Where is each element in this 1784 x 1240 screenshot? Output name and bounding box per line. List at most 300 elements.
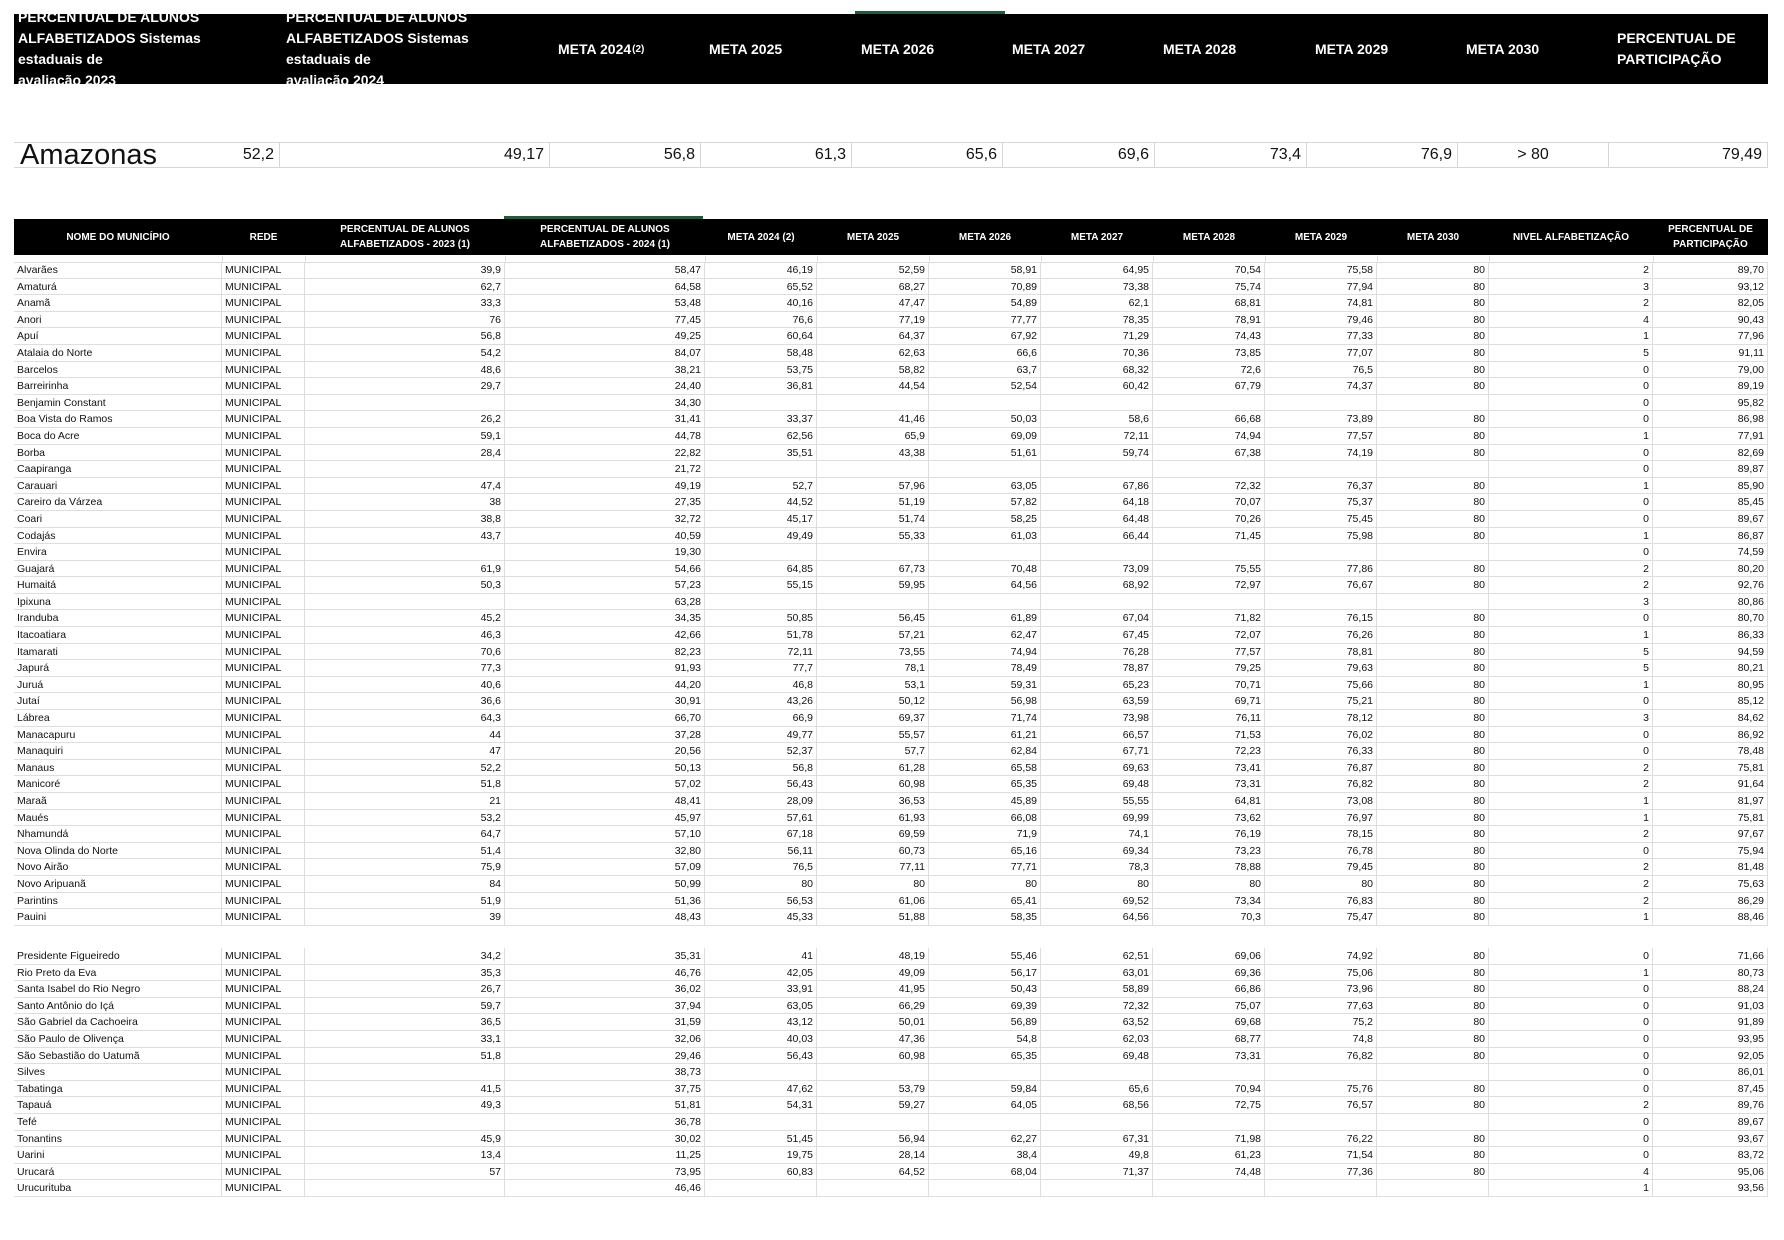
cell-percentual-2023[interactable]: 33,3 [305, 295, 505, 312]
cell-meta-2028[interactable]: 67,38 [1153, 445, 1265, 462]
cell-percentual-2023[interactable]: 52,2 [305, 760, 505, 777]
cell-meta-2029[interactable] [1265, 1064, 1377, 1081]
cell-rede[interactable]: MUNICIPAL [222, 1031, 305, 1048]
cell-meta-2027[interactable] [1041, 1180, 1153, 1197]
cell-meta-2028[interactable]: 73,31 [1153, 776, 1265, 793]
cell-meta-2025[interactable]: 57,96 [817, 478, 929, 495]
cell-meta-2027[interactable]: 80 [1041, 876, 1153, 893]
cell-rede[interactable]: MUNICIPAL [222, 494, 305, 511]
cell-meta-2025[interactable]: 55,57 [817, 727, 929, 744]
cell-meta-2027[interactable] [1041, 461, 1153, 478]
cell-participacao[interactable]: 91,03 [1653, 998, 1768, 1015]
cell-meta-2025[interactable] [817, 1064, 929, 1081]
cell-nivel[interactable]: 2 [1489, 859, 1653, 876]
header-meta-2026[interactable]: META 2026 [861, 40, 935, 57]
cell-nivel[interactable]: 2 [1489, 876, 1653, 893]
cell-participacao[interactable]: 86,98 [1653, 411, 1768, 428]
cell-meta-2026[interactable] [929, 544, 1041, 561]
cell-meta-2029[interactable]: 75,06 [1265, 965, 1377, 982]
cell-meta-2025[interactable]: 57,21 [817, 627, 929, 644]
cell-meta-2028[interactable]: 76,19 [1153, 826, 1265, 843]
cell-meta-2029[interactable] [1265, 1180, 1377, 1197]
cell-participacao[interactable]: 93,12 [1653, 279, 1768, 296]
cell-meta-2030[interactable]: 80 [1377, 577, 1489, 594]
cell-participacao[interactable]: 93,67 [1653, 1131, 1768, 1148]
cell-participacao[interactable]: 80,95 [1653, 677, 1768, 694]
cell-nivel[interactable]: 1 [1489, 528, 1653, 545]
cell-meta-2027[interactable]: 69,34 [1041, 843, 1153, 860]
cell-meta-2024[interactable]: 56,11 [705, 843, 817, 860]
cell-rede[interactable]: MUNICIPAL [222, 362, 305, 379]
cell-meta-2024[interactable]: 46,8 [705, 677, 817, 694]
cell-meta-2030[interactable]: 80 [1377, 345, 1489, 362]
cell-meta-2028[interactable]: 70,54 [1153, 262, 1265, 279]
cell-percentual-2024[interactable]: 49,25 [505, 328, 705, 345]
cell-nome[interactable]: Santo Antônio do Içá [14, 998, 222, 1015]
cell-participacao[interactable]: 75,81 [1653, 810, 1768, 827]
cell-meta-2029[interactable]: 75,58 [1265, 262, 1377, 279]
cell-rede[interactable]: MUNICIPAL [222, 1064, 305, 1081]
header-percentual-2024[interactable]: PERCENTUAL DE ALUNOS ALFABETIZADOS Sistemas estaduais de avaliação 2024 [286, 9, 469, 88]
cell-nome[interactable]: Apuí [14, 328, 222, 345]
cell-percentual-2024[interactable]: 37,28 [505, 727, 705, 744]
cell-meta-2027[interactable]: 59,74 [1041, 445, 1153, 462]
cell-nivel[interactable]: 0 [1489, 998, 1653, 1015]
cell-nivel[interactable]: 3 [1489, 594, 1653, 611]
cell-nivel[interactable]: 1 [1489, 478, 1653, 495]
cell-meta-2025[interactable]: 49,09 [817, 965, 929, 982]
cell-meta-2024[interactable]: 51,45 [705, 1131, 817, 1148]
cell-nivel[interactable]: 0 [1489, 395, 1653, 412]
cell-meta-2030[interactable]: 80 [1377, 677, 1489, 694]
cell-meta-2026[interactable]: 61,21 [929, 727, 1041, 744]
cell-meta-2024[interactable]: 52,7 [705, 478, 817, 495]
cell-meta-2029[interactable]: 75,2 [1265, 1014, 1377, 1031]
cell-nivel[interactable]: 1 [1489, 793, 1653, 810]
cell-rede[interactable]: MUNICIPAL [222, 561, 305, 578]
cell-meta-2029[interactable]: 75,37 [1265, 494, 1377, 511]
cell-meta-2029[interactable]: 76,83 [1265, 893, 1377, 910]
cell-meta-2028[interactable]: 75,07 [1153, 998, 1265, 1015]
cell-percentual-2023[interactable]: 57 [305, 1164, 505, 1181]
cell-rede[interactable]: MUNICIPAL [222, 826, 305, 843]
col-participacao[interactable]: PERCENTUAL DE PARTICIPAÇÃO [1668, 224, 1753, 250]
cell-meta-2026[interactable]: 71,74 [929, 710, 1041, 727]
cell-meta-2029[interactable]: 77,07 [1265, 345, 1377, 362]
cell-meta-2025[interactable]: 53,1 [817, 677, 929, 694]
cell-nivel[interactable]: 4 [1489, 312, 1653, 329]
cell-rede[interactable]: MUNICIPAL [222, 893, 305, 910]
cell-meta-2028[interactable]: 70,94 [1153, 1081, 1265, 1098]
state-participacao[interactable]: 79,49 [1609, 143, 1768, 167]
cell-percentual-2023[interactable]: 29,7 [305, 378, 505, 395]
cell-nivel[interactable]: 5 [1489, 660, 1653, 677]
cell-meta-2026[interactable]: 63,05 [929, 478, 1041, 495]
cell-rede[interactable]: MUNICIPAL [222, 378, 305, 395]
cell-percentual-2023[interactable]: 50,3 [305, 577, 505, 594]
cell-meta-2026[interactable]: 57,82 [929, 494, 1041, 511]
cell-meta-2030[interactable]: 80 [1377, 810, 1489, 827]
cell-meta-2029[interactable]: 74,92 [1265, 948, 1377, 965]
cell-meta-2026[interactable]: 59,31 [929, 677, 1041, 694]
cell-meta-2028[interactable]: 72,07 [1153, 627, 1265, 644]
cell-meta-2028[interactable]: 70,3 [1153, 909, 1265, 926]
cell-nome[interactable]: Barcelos [14, 362, 222, 379]
cell-nivel[interactable]: 0 [1489, 1114, 1653, 1131]
cell-percentual-2023[interactable]: 47,4 [305, 478, 505, 495]
cell-percentual-2023[interactable]: 64,3 [305, 710, 505, 727]
cell-nome[interactable]: Coari [14, 511, 222, 528]
cell-percentual-2024[interactable]: 49,19 [505, 478, 705, 495]
cell-rede[interactable]: MUNICIPAL [222, 760, 305, 777]
cell-participacao[interactable]: 91,89 [1653, 1014, 1768, 1031]
cell-percentual-2024[interactable]: 20,56 [505, 743, 705, 760]
cell-nome[interactable]: São Paulo de Olivença [14, 1031, 222, 1048]
cell-rede[interactable]: MUNICIPAL [222, 677, 305, 694]
state-meta-2027[interactable]: 69,6 [1003, 143, 1155, 167]
cell-nome[interactable]: Pauini [14, 909, 222, 926]
cell-meta-2028[interactable]: 74,94 [1153, 428, 1265, 445]
cell-meta-2029[interactable]: 77,94 [1265, 279, 1377, 296]
cell-participacao[interactable]: 77,96 [1653, 328, 1768, 345]
cell-meta-2030[interactable]: 80 [1377, 1147, 1489, 1164]
cell-rede[interactable]: MUNICIPAL [222, 295, 305, 312]
cell-meta-2026[interactable]: 50,43 [929, 981, 1041, 998]
cell-nome[interactable]: Atalaia do Norte [14, 345, 222, 362]
cell-meta-2028[interactable]: 75,74 [1153, 279, 1265, 296]
cell-meta-2027[interactable]: 72,11 [1041, 428, 1153, 445]
cell-meta-2027[interactable]: 64,48 [1041, 511, 1153, 528]
cell-meta-2030[interactable] [1377, 544, 1489, 561]
cell-meta-2026[interactable]: 38,4 [929, 1147, 1041, 1164]
col-percentual-2024[interactable]: PERCENTUAL DE ALUNOS ALFABETIZADOS - 2024 (1) [539, 224, 671, 250]
cell-meta-2026[interactable] [929, 594, 1041, 611]
cell-meta-2029[interactable]: 76,78 [1265, 843, 1377, 860]
cell-meta-2026[interactable]: 70,89 [929, 279, 1041, 296]
cell-nivel[interactable]: 0 [1489, 948, 1653, 965]
cell-meta-2028[interactable] [1153, 1114, 1265, 1131]
cell-meta-2028[interactable] [1153, 1180, 1265, 1197]
cell-participacao[interactable]: 85,90 [1653, 478, 1768, 495]
cell-meta-2030[interactable]: 80 [1377, 627, 1489, 644]
cell-participacao[interactable]: 80,86 [1653, 594, 1768, 611]
cell-meta-2028[interactable]: 73,34 [1153, 893, 1265, 910]
cell-meta-2029[interactable]: 77,86 [1265, 561, 1377, 578]
cell-meta-2024[interactable]: 49,77 [705, 727, 817, 744]
col-meta-2025[interactable]: META 2025 [846, 231, 900, 243]
cell-nome[interactable]: Manaus [14, 760, 222, 777]
cell-meta-2024[interactable]: 66,9 [705, 710, 817, 727]
cell-percentual-2024[interactable]: 44,78 [505, 428, 705, 445]
cell-meta-2030[interactable]: 80 [1377, 1164, 1489, 1181]
cell-meta-2030[interactable]: 80 [1377, 859, 1489, 876]
cell-percentual-2024[interactable]: 22,82 [505, 445, 705, 462]
cell-participacao[interactable]: 86,92 [1653, 727, 1768, 744]
cell-nivel[interactable]: 0 [1489, 1014, 1653, 1031]
cell-percentual-2024[interactable]: 38,73 [505, 1064, 705, 1081]
cell-nivel[interactable]: 3 [1489, 710, 1653, 727]
cell-meta-2025[interactable]: 60,98 [817, 776, 929, 793]
cell-percentual-2023[interactable]: 21 [305, 793, 505, 810]
cell-rede[interactable]: MUNICIPAL [222, 610, 305, 627]
cell-meta-2027[interactable] [1041, 1114, 1153, 1131]
cell-meta-2025[interactable]: 47,36 [817, 1031, 929, 1048]
cell-meta-2027[interactable]: 64,56 [1041, 909, 1153, 926]
cell-meta-2024[interactable]: 45,33 [705, 909, 817, 926]
cell-meta-2025[interactable]: 66,29 [817, 998, 929, 1015]
cell-meta-2025[interactable]: 60,98 [817, 1048, 929, 1065]
cell-meta-2029[interactable]: 76,22 [1265, 1131, 1377, 1148]
cell-percentual-2023[interactable]: 77,3 [305, 660, 505, 677]
cell-meta-2030[interactable]: 80 [1377, 793, 1489, 810]
cell-rede[interactable]: MUNICIPAL [222, 528, 305, 545]
cell-meta-2028[interactable]: 78,88 [1153, 859, 1265, 876]
cell-meta-2026[interactable]: 65,35 [929, 776, 1041, 793]
cell-percentual-2023[interactable]: 48,6 [305, 362, 505, 379]
cell-meta-2025[interactable]: 67,73 [817, 561, 929, 578]
cell-nivel[interactable]: 1 [1489, 627, 1653, 644]
cell-rede[interactable]: MUNICIPAL [222, 544, 305, 561]
cell-participacao[interactable]: 88,46 [1653, 909, 1768, 926]
cell-meta-2025[interactable]: 50,12 [817, 693, 929, 710]
cell-meta-2025[interactable]: 41,95 [817, 981, 929, 998]
cell-percentual-2023[interactable] [305, 1064, 505, 1081]
state-name[interactable]: Amazonas [20, 138, 158, 171]
cell-meta-2026[interactable] [929, 1114, 1041, 1131]
cell-percentual-2024[interactable]: 40,59 [505, 528, 705, 545]
cell-percentual-2023[interactable]: 47 [305, 743, 505, 760]
cell-percentual-2024[interactable]: 77,45 [505, 312, 705, 329]
cell-meta-2026[interactable]: 66,6 [929, 345, 1041, 362]
cell-meta-2030[interactable]: 80 [1377, 1097, 1489, 1114]
cell-meta-2024[interactable]: 19,75 [705, 1147, 817, 1164]
cell-meta-2027[interactable]: 76,28 [1041, 644, 1153, 661]
cell-meta-2025[interactable]: 48,19 [817, 948, 929, 965]
cell-nome[interactable]: Parintins [14, 893, 222, 910]
cell-nome[interactable]: Lábrea [14, 710, 222, 727]
cell-meta-2030[interactable]: 80 [1377, 528, 1489, 545]
cell-percentual-2023[interactable]: 53,2 [305, 810, 505, 827]
cell-meta-2025[interactable]: 57,7 [817, 743, 929, 760]
cell-nivel[interactable]: 1 [1489, 965, 1653, 982]
cell-percentual-2023[interactable]: 75,9 [305, 859, 505, 876]
cell-rede[interactable]: MUNICIPAL [222, 693, 305, 710]
cell-meta-2028[interactable]: 76,11 [1153, 710, 1265, 727]
cell-meta-2025[interactable]: 73,55 [817, 644, 929, 661]
cell-meta-2027[interactable]: 63,52 [1041, 1014, 1153, 1031]
cell-meta-2027[interactable] [1041, 395, 1153, 412]
cell-meta-2025[interactable]: 62,63 [817, 345, 929, 362]
cell-meta-2024[interactable]: 56,43 [705, 1048, 817, 1065]
cell-meta-2026[interactable]: 67,92 [929, 328, 1041, 345]
cell-meta-2028[interactable]: 73,31 [1153, 1048, 1265, 1065]
cell-percentual-2024[interactable]: 36,78 [505, 1114, 705, 1131]
cell-meta-2026[interactable]: 62,47 [929, 627, 1041, 644]
cell-meta-2026[interactable]: 68,04 [929, 1164, 1041, 1181]
cell-meta-2027[interactable]: 78,35 [1041, 312, 1153, 329]
cell-meta-2025[interactable]: 60,73 [817, 843, 929, 860]
cell-meta-2024[interactable]: 60,64 [705, 328, 817, 345]
cell-percentual-2023[interactable]: 41,5 [305, 1081, 505, 1098]
cell-meta-2027[interactable]: 69,48 [1041, 1048, 1153, 1065]
cell-rede[interactable]: MUNICIPAL [222, 279, 305, 296]
cell-nome[interactable]: Ipixuna [14, 594, 222, 611]
cell-meta-2024[interactable] [705, 1180, 817, 1197]
cell-nome[interactable]: Nhamundá [14, 826, 222, 843]
cell-percentual-2023[interactable]: 64,7 [305, 826, 505, 843]
cell-meta-2026[interactable]: 74,94 [929, 644, 1041, 661]
cell-percentual-2024[interactable]: 32,72 [505, 511, 705, 528]
cell-nome[interactable]: Japurá [14, 660, 222, 677]
cell-meta-2024[interactable]: 67,18 [705, 826, 817, 843]
cell-participacao[interactable]: 81,48 [1653, 859, 1768, 876]
cell-rede[interactable]: MUNICIPAL [222, 644, 305, 661]
cell-meta-2025[interactable]: 64,52 [817, 1164, 929, 1181]
cell-nome[interactable]: Manaquiri [14, 743, 222, 760]
cell-meta-2024[interactable]: 53,75 [705, 362, 817, 379]
cell-percentual-2024[interactable]: 66,70 [505, 710, 705, 727]
cell-meta-2025[interactable]: 53,79 [817, 1081, 929, 1098]
cell-meta-2024[interactable]: 33,37 [705, 411, 817, 428]
cell-meta-2028[interactable]: 72,32 [1153, 478, 1265, 495]
cell-meta-2025[interactable]: 61,28 [817, 760, 929, 777]
cell-meta-2028[interactable]: 64,81 [1153, 793, 1265, 810]
cell-participacao[interactable]: 89,67 [1653, 511, 1768, 528]
cell-meta-2029[interactable]: 74,37 [1265, 378, 1377, 395]
header-meta-2029[interactable]: META 2029 [1315, 40, 1389, 57]
cell-nome[interactable]: Itacoatiara [14, 627, 222, 644]
cell-meta-2024[interactable]: 76,6 [705, 312, 817, 329]
cell-meta-2026[interactable]: 58,35 [929, 909, 1041, 926]
cell-meta-2026[interactable]: 70,48 [929, 561, 1041, 578]
cell-percentual-2024[interactable]: 57,10 [505, 826, 705, 843]
cell-meta-2030[interactable]: 80 [1377, 445, 1489, 462]
cell-meta-2026[interactable]: 66,08 [929, 810, 1041, 827]
col-meta-2027[interactable]: META 2027 [1070, 231, 1124, 243]
col-rede[interactable]: REDE [249, 231, 278, 243]
cell-percentual-2023[interactable]: 38 [305, 494, 505, 511]
cell-percentual-2024[interactable]: 53,48 [505, 295, 705, 312]
cell-percentual-2024[interactable]: 57,02 [505, 776, 705, 793]
cell-nivel[interactable]: 0 [1489, 843, 1653, 860]
cell-meta-2027[interactable]: 78,3 [1041, 859, 1153, 876]
cell-nivel[interactable]: 2 [1489, 826, 1653, 843]
cell-meta-2028[interactable]: 78,91 [1153, 312, 1265, 329]
cell-meta-2030[interactable]: 80 [1377, 998, 1489, 1015]
cell-meta-2028[interactable]: 72,75 [1153, 1097, 1265, 1114]
cell-meta-2024[interactable] [705, 594, 817, 611]
cell-participacao[interactable]: 83,72 [1653, 1147, 1768, 1164]
cell-meta-2029[interactable] [1265, 1114, 1377, 1131]
cell-meta-2030[interactable]: 80 [1377, 279, 1489, 296]
cell-nivel[interactable]: 0 [1489, 511, 1653, 528]
cell-meta-2025[interactable] [817, 1180, 929, 1197]
cell-rede[interactable]: MUNICIPAL [222, 445, 305, 462]
cell-percentual-2023[interactable]: 61,9 [305, 561, 505, 578]
cell-percentual-2024[interactable]: 36,02 [505, 981, 705, 998]
cell-meta-2030[interactable]: 80 [1377, 826, 1489, 843]
cell-meta-2024[interactable]: 43,12 [705, 1014, 817, 1031]
cell-meta-2028[interactable]: 68,77 [1153, 1031, 1265, 1048]
cell-meta-2030[interactable]: 80 [1377, 1031, 1489, 1048]
cell-nome[interactable]: Careiro da Várzea [14, 494, 222, 511]
cell-participacao[interactable]: 85,12 [1653, 693, 1768, 710]
cell-meta-2027[interactable]: 71,29 [1041, 328, 1153, 345]
cell-participacao[interactable]: 75,63 [1653, 876, 1768, 893]
cell-meta-2027[interactable]: 58,6 [1041, 411, 1153, 428]
cell-nivel[interactable]: 5 [1489, 644, 1653, 661]
col-meta-2024[interactable]: META 2024 (2) [727, 231, 795, 243]
cell-meta-2029[interactable]: 77,63 [1265, 998, 1377, 1015]
cell-meta-2029[interactable]: 75,47 [1265, 909, 1377, 926]
cell-meta-2026[interactable]: 55,46 [929, 948, 1041, 965]
cell-rede[interactable]: MUNICIPAL [222, 511, 305, 528]
cell-nome[interactable]: São Gabriel da Cachoeira [14, 1014, 222, 1031]
cell-rede[interactable]: MUNICIPAL [222, 1131, 305, 1148]
cell-nivel[interactable]: 2 [1489, 561, 1653, 578]
cell-nome[interactable]: Silves [14, 1064, 222, 1081]
cell-nivel[interactable]: 1 [1489, 909, 1653, 926]
cell-participacao[interactable]: 86,33 [1653, 627, 1768, 644]
cell-meta-2028[interactable]: 70,26 [1153, 511, 1265, 528]
cell-meta-2028[interactable]: 73,41 [1153, 760, 1265, 777]
cell-participacao[interactable]: 80,70 [1653, 610, 1768, 627]
cell-participacao[interactable]: 90,43 [1653, 312, 1768, 329]
cell-meta-2024[interactable]: 63,05 [705, 998, 817, 1015]
cell-meta-2027[interactable]: 69,99 [1041, 810, 1153, 827]
cell-meta-2030[interactable]: 80 [1377, 411, 1489, 428]
cell-percentual-2023[interactable]: 56,8 [305, 328, 505, 345]
cell-meta-2026[interactable]: 59,84 [929, 1081, 1041, 1098]
cell-meta-2028[interactable]: 66,86 [1153, 981, 1265, 998]
cell-percentual-2024[interactable]: 46,46 [505, 1180, 705, 1197]
cell-meta-2029[interactable]: 76,02 [1265, 727, 1377, 744]
cell-meta-2025[interactable] [817, 395, 929, 412]
cell-percentual-2023[interactable]: 36,5 [305, 1014, 505, 1031]
cell-meta-2028[interactable]: 74,43 [1153, 328, 1265, 345]
cell-nome[interactable]: Urucará [14, 1164, 222, 1181]
cell-percentual-2023[interactable] [305, 1114, 505, 1131]
cell-meta-2026[interactable] [929, 461, 1041, 478]
cell-nivel[interactable]: 0 [1489, 1147, 1653, 1164]
cell-participacao[interactable]: 89,76 [1653, 1097, 1768, 1114]
cell-meta-2027[interactable]: 67,71 [1041, 743, 1153, 760]
cell-nivel[interactable]: 0 [1489, 494, 1653, 511]
cell-meta-2027[interactable]: 74,1 [1041, 826, 1153, 843]
cell-meta-2028[interactable]: 72,6 [1153, 362, 1265, 379]
cell-meta-2026[interactable]: 65,35 [929, 1048, 1041, 1065]
cell-meta-2026[interactable]: 51,61 [929, 445, 1041, 462]
cell-meta-2028[interactable]: 69,68 [1153, 1014, 1265, 1031]
cell-nome[interactable]: Borba [14, 445, 222, 462]
col-percentual-2023[interactable]: PERCENTUAL DE ALUNOS ALFABETIZADOS - 2023 (1) [339, 224, 471, 250]
col-meta-2029[interactable]: META 2029 [1294, 231, 1348, 243]
cell-participacao[interactable]: 87,45 [1653, 1081, 1768, 1098]
cell-percentual-2023[interactable]: 33,1 [305, 1031, 505, 1048]
cell-meta-2024[interactable]: 28,09 [705, 793, 817, 810]
cell-meta-2029[interactable]: 75,76 [1265, 1081, 1377, 1098]
cell-meta-2029[interactable] [1265, 594, 1377, 611]
cell-rede[interactable]: MUNICIPAL [222, 981, 305, 998]
cell-nome[interactable]: Envira [14, 544, 222, 561]
cell-percentual-2024[interactable]: 32,80 [505, 843, 705, 860]
cell-meta-2028[interactable]: 67,79 [1153, 378, 1265, 395]
cell-nivel[interactable]: 0 [1489, 610, 1653, 627]
cell-meta-2025[interactable] [817, 1114, 929, 1131]
cell-meta-2029[interactable]: 75,66 [1265, 677, 1377, 694]
cell-nome[interactable]: Nova Olinda do Norte [14, 843, 222, 860]
cell-meta-2025[interactable]: 58,82 [817, 362, 929, 379]
